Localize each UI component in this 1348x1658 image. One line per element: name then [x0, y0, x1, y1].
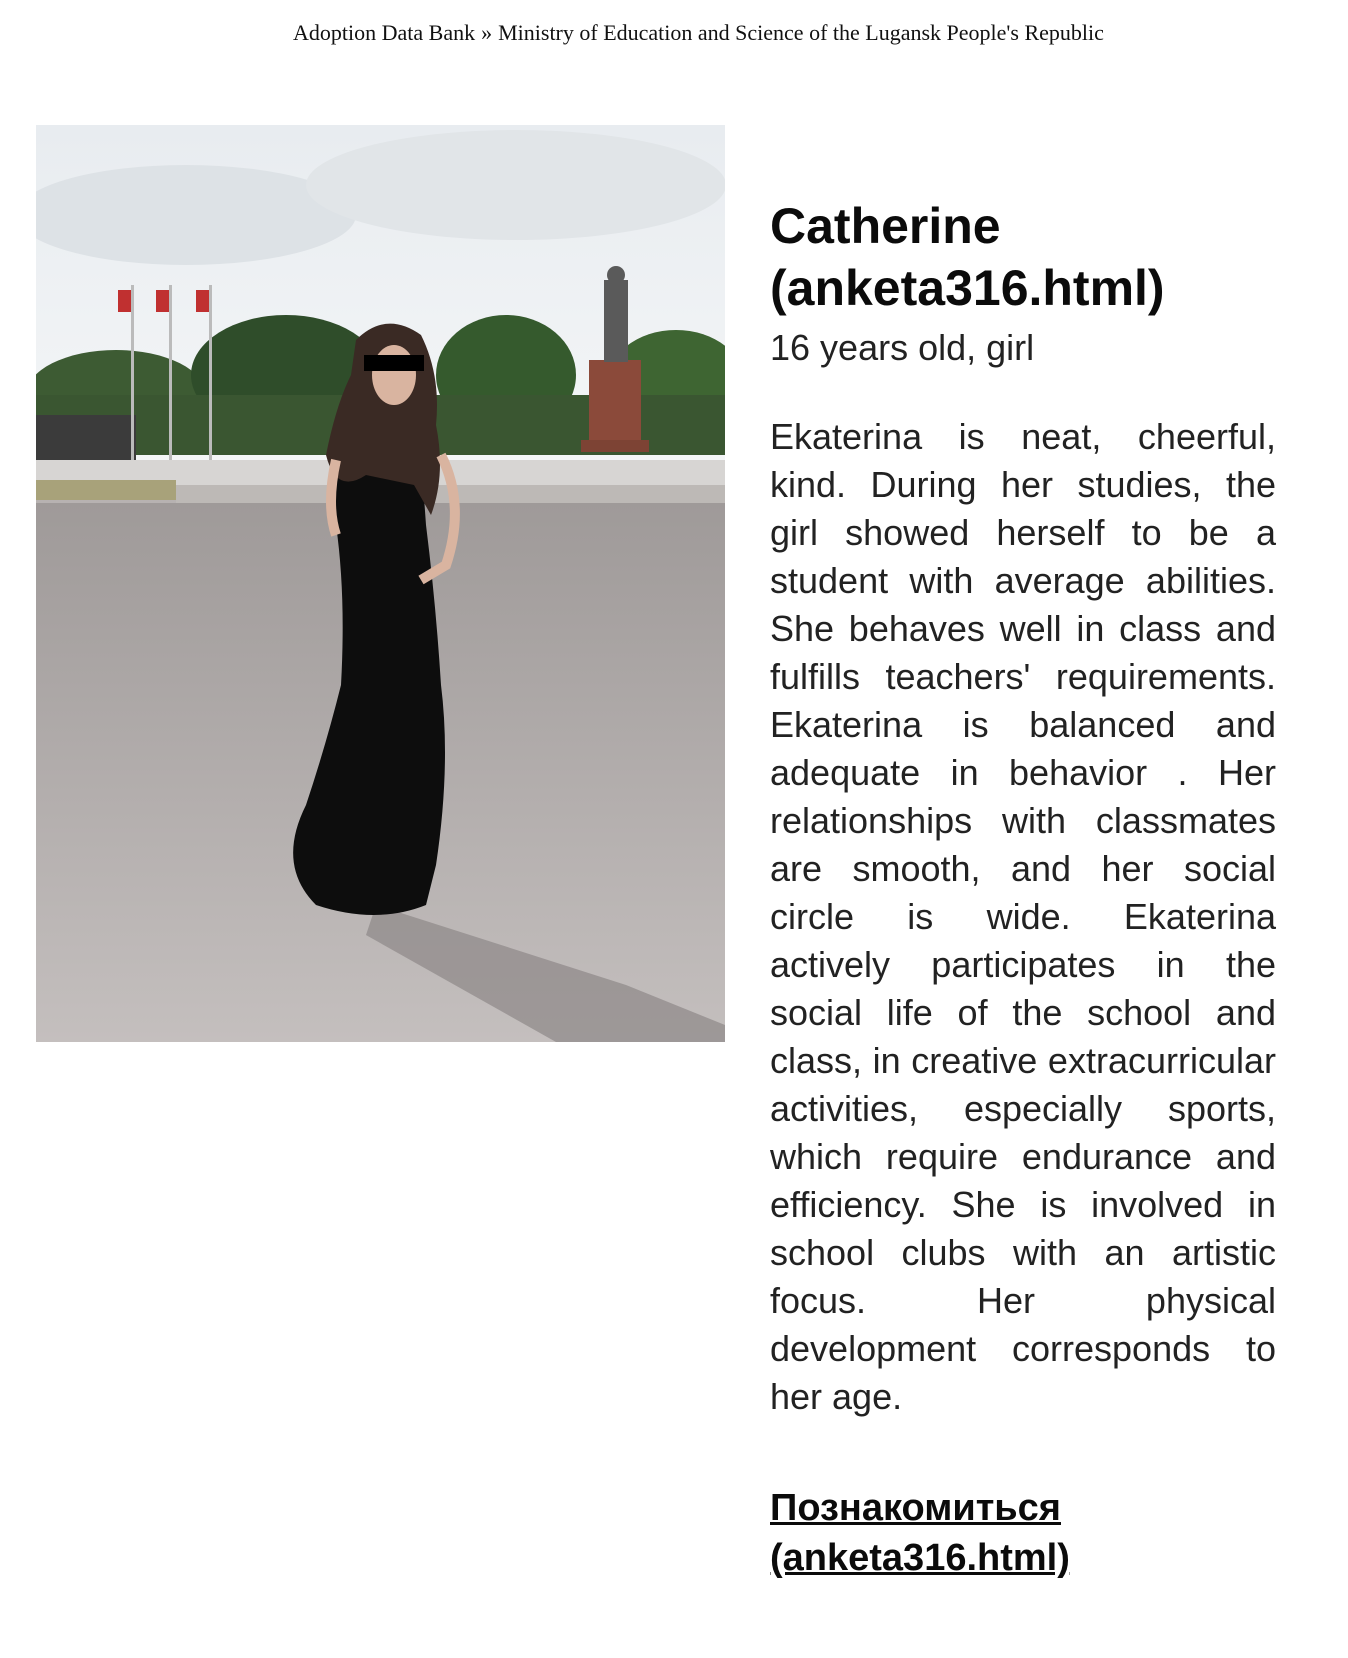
breadcrumb-separator: »: [481, 20, 493, 45]
profile-age: 16 years old, girl: [770, 327, 1035, 368]
profile-photo-image: [36, 125, 725, 1042]
meet-link[interactable]: Познакомиться (anketa316.html): [770, 1487, 1070, 1579]
profile-photo: [36, 125, 725, 1042]
breadcrumb-home-link[interactable]: Adoption Data Bank: [293, 20, 476, 45]
profile-name: Catherine (anketa316.html): [770, 198, 1165, 316]
profile-card: [770, 195, 1276, 1583]
profile-description: Ekaterina is neat, cheerful, kind. During her studies, the girl showed herself to be a student with average abilities. She behaves well in class and fulfills teachers' requirements. Ekaterina is balanced and adequate in behavior . Her relationships with classmates are smooth, and her social circle is wide. Ekaterina actively participates in the social life of the school and class, in creative extracurricular activities, especially sports, which require endurance and efficiency. She is involved in school clubs with an artistic focus. Her physical development corresponds to her age.: [770, 416, 1276, 1417]
breadcrumb-current: Ministry of Education and Science of the Lugansk People's Republic: [498, 20, 1104, 45]
breadcrumb: [293, 20, 1104, 46]
